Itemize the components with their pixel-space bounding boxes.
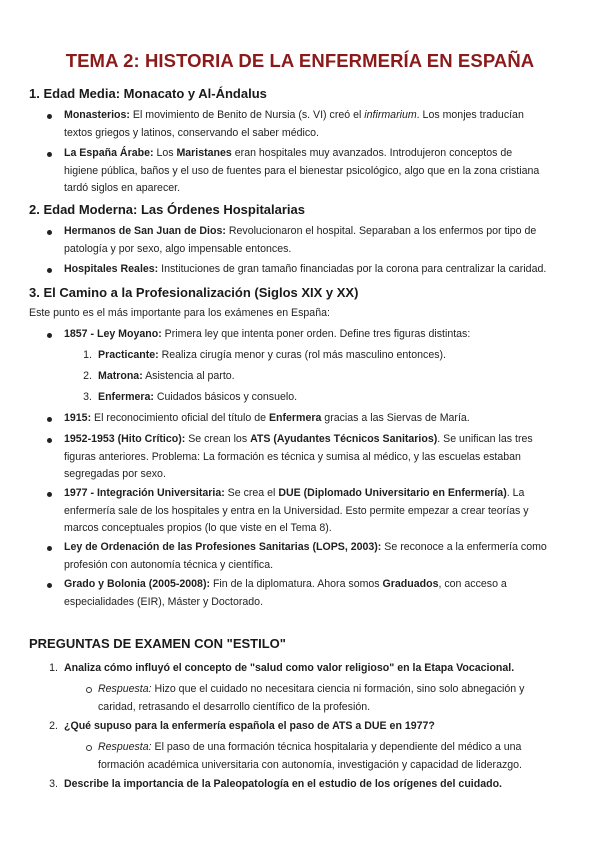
list-item: Hospitales Reales: Instituciones de gran tamaño financiadas por la corona para centralizar la caridad. (64, 261, 564, 279)
bullet-icon (47, 583, 52, 588)
numbered-item: 3. Enfermera: Cuidados básicos y consuelo. (83, 391, 298, 403)
list-item: 1952-1953 (Hito Crítico): Se crean los ATS (Ayudantes Técnicos Sanitarios). Se unifican las tres figuras anteriores. Problema: La formación es técnica y sumisa al médico, y las escuelas estaban segregadas por sexo. (64, 431, 564, 484)
exam-question: 3. Describe la importancia de la Paleopatología en el estudio de los orígenes del cuidado. (49, 778, 502, 790)
exam-answer: Respuesta: Hizo que el cuidado no necesitara ciencia ni formación, sino solo abnegación y caridad, retrasando el desarrollo científico de la profesión. (98, 681, 568, 716)
section-heading: 3. El Camino a la Profesionalización (Siglos XIX y XX) (29, 285, 359, 300)
circle-bullet-icon (86, 745, 92, 751)
bullet-icon (47, 438, 52, 443)
intro-text: Este punto es el más importante para los exámenes en España: (29, 307, 330, 319)
exam-heading: PREGUNTAS DE EXAMEN CON "ESTILO" (29, 636, 286, 651)
exam-answer: Respuesta: El paso de una formación técnica hospitalaria y dependiente del médico a una formación académica universitaria con autonomía, investigación y capacidad de liderazgo. (98, 739, 568, 774)
bullet-icon (47, 230, 52, 235)
section-heading: 2. Edad Moderna: Las Órdenes Hospitalarias (29, 202, 305, 217)
list-item: Grado y Bolonia (2005-2008): Fin de la diplomatura. Ahora somos Graduados, con acceso a especialidades (EIR), Máster y Doctorado. (64, 576, 564, 611)
section-heading: 1. Edad Media: Monacato y Al-Ándalus (29, 86, 267, 101)
page-title: TEMA 2: HISTORIA DE LA ENFERMERÍA EN ESPAÑA (65, 50, 535, 71)
bullet-icon (47, 546, 52, 551)
exam-question: 1. Analiza cómo influyó el concepto de "salud como valor religioso" en la Etapa Vocacional. (49, 662, 515, 674)
list-item: Hermanos de San Juan de Dios: Revolucionaron el hospital. Separaban a los enfermos por tipo de patología y por sexo, algo impensable entonces. (64, 223, 564, 258)
list-item: Monasterios: El movimiento de Benito de Nursia (s. VI) creó el infirmarium. Los monjes traducían textos griegos y latinos, conservando el saber médico. (64, 107, 564, 142)
list-item: 1915: El reconocimiento oficial del título de Enfermera gracias a las Siervas de María. (64, 410, 564, 428)
bullet-icon (47, 152, 52, 157)
list-item: Ley de Ordenación de las Profesiones Sanitarias (LOPS, 2003): Se reconoce a la enfermería como profesión con autonomía técnica y científica. (64, 539, 564, 574)
list-item: La España Árabe: Los Maristanes eran hospitales muy avanzados. Introdujeron conceptos de higiene pública, baños y el uso de fuentes para el bienestar psicológico, algo que en la zona cristiana tardó siglos en aparecer. (64, 145, 564, 198)
bullet-icon (47, 333, 52, 338)
bullet-icon (47, 492, 52, 497)
list-item: 1857 - Ley Moyano: Primera ley que intenta poner orden. Define tres figuras distintas: (64, 326, 564, 344)
bullet-icon (47, 114, 52, 119)
numbered-item: 2. Matrona: Asistencia al parto. (83, 370, 235, 382)
list-item: 1977 - Integración Universitaria: Se crea el DUE (Diplomado Universitario en Enfermería). La enfermería sale de los hospitales y entra en la Universidad. Esto permite empezar a crear teorías y marcos conceptuales propios (lo que viste en el Tema 8). (64, 485, 564, 538)
bullet-icon (47, 417, 52, 422)
exam-question: 2. ¿Qué supuso para la enfermería española el paso de ATS a DUE en 1977? (49, 720, 435, 732)
numbered-item: 1. Practicante: Realiza cirugía menor y curas (rol más masculino entonces). (83, 349, 446, 361)
circle-bullet-icon (86, 687, 92, 693)
bullet-icon (47, 268, 52, 273)
